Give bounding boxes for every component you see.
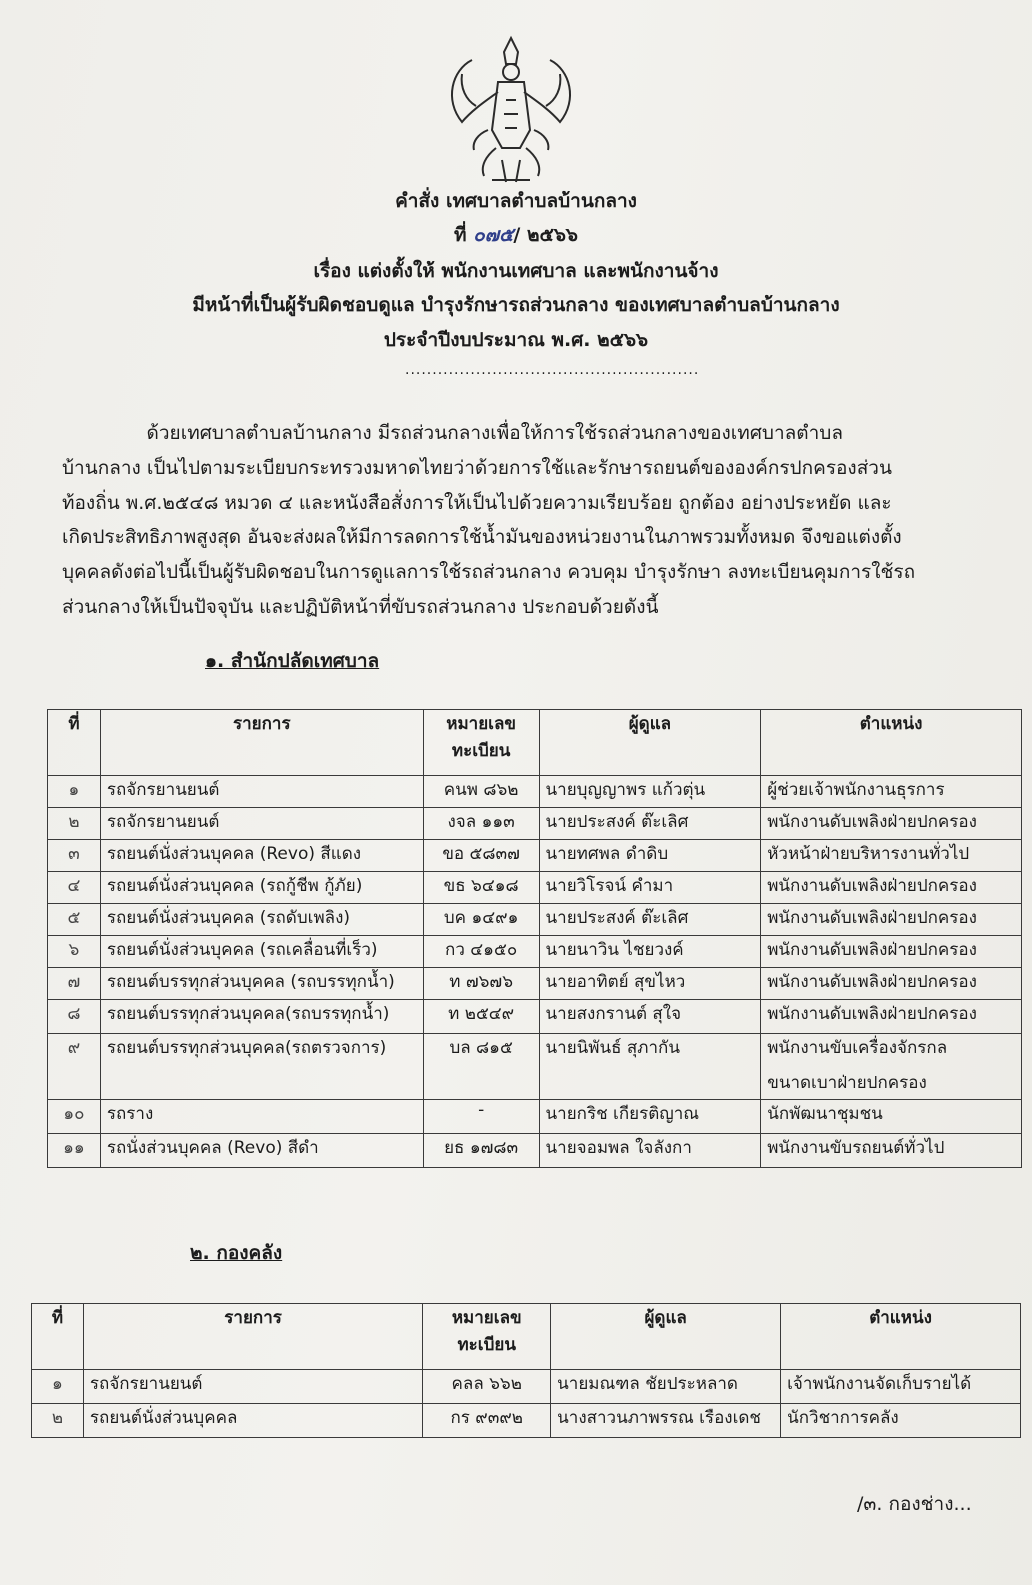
table-row [48,1034,1022,1100]
row-position: ผู้ช่วยเจ้าพนักงานธุรการ [761,776,1022,808]
col-caretaker-header: ผู้ดูแล [539,710,761,776]
row-item: รถยนต์นั่งส่วนบุคคล (รถกู้ชีพ กู้ภัย) [100,872,423,904]
row-reg: ยธ ๑๗๘๓ [423,1134,539,1168]
row-reg: บค ๑๔๙๑ [423,904,539,936]
table-header-row [32,1304,1021,1370]
row-item: รถจักรยานยนต์ [83,1370,422,1404]
row-item: รถยนต์นั่งส่วนบุคคล (Revo) สีแดง [100,840,423,872]
row-position: นักวิชาการคลัง [781,1404,1021,1438]
section1-table [47,709,1022,1168]
table-row [48,872,1022,904]
row-item: รถยนต์นั่งส่วนบุคคล [83,1404,422,1438]
row-item: รถนั่งส่วนบุคคล (Revo) สีดำ [100,1134,423,1168]
row-no: ๘ [48,1000,101,1034]
row-no: ๑ [32,1370,84,1404]
row-person: นายจอมพล ใจลังกา [539,1134,761,1168]
col-reg-header-line1: หมายเลข [446,714,517,734]
col-reg-header-line1: หมายเลข [451,1308,522,1328]
row-item: รถยนต์บรรทุกส่วนบุคคล(รถบรรทุกน้ำ) [100,1000,423,1034]
section2-table [31,1303,1021,1438]
next-page-continuation: /๓. กองช่าง... [857,1493,972,1515]
order-number-handwritten: ๐๗๕ [473,224,514,246]
order-subject-line2: มีหน้าที่เป็นผู้รับผิดชอบดูแล บำรุงรักษารถส่วนกลาง ของเทศบาลตำบลบ้านกลาง [192,294,840,316]
table-row [32,1404,1021,1438]
row-reg: ขอ ๕๘๓๗ [423,840,539,872]
row-person: นายนาวิน ไชยวงค์ [539,936,761,968]
col-caretaker-header: ผู้ดูแล [551,1304,781,1370]
col-item-header: รายการ [83,1304,422,1370]
col-reg-header [423,1304,551,1370]
order-number [0,220,1032,250]
row-no: ๙ [48,1034,101,1100]
row-item: รถจักรยานยนต์ [100,776,423,808]
section2-heading: ๒. กองคลัง [190,1242,283,1264]
row-position: พนักงานดับเพลิงฝ่ายปกครอง [761,968,1022,1000]
row-person: นายบุญญาพร แก้วตุ่น [539,776,761,808]
order-number-prefix: ที่ [454,224,474,246]
row-position: หัวหน้าฝ่ายบริหารงานทั่วไป [761,840,1022,872]
order-title: คำสั่ง เทศบาลตำบลบ้านกลาง [395,190,637,212]
row-reg: ท ๗๖๗๖ [423,968,539,1000]
order-number-year: / ๒๕๖๖ [513,224,578,246]
row-person: นายกริช เกียรติญาณ [539,1100,761,1134]
body-line: ส่วนกลางให้เป็นปัจจุบัน และปฏิบัติหน้าที่ขับรถส่วนกลาง ประกอบด้วยดังนี้ [62,595,659,618]
row-no: ๔ [48,872,101,904]
col-no-header: ที่ [48,710,101,776]
row-person: นายทศพล ดำดิบ [539,840,761,872]
row-position-line2: ขนาดเบาฝ่ายปกครอง [767,1073,927,1093]
row-no: ๑ [48,776,101,808]
row-no: ๑๑ [48,1134,101,1168]
body-line: เกิดประสิทธิภาพสูงสุด อันจะส่งผลให้มีการลดการใช้น้ำมันของหน่วยงานในภาพรวมทั้งหมด จึงขอแต่งตั้ง [62,526,902,549]
row-item: รถยนต์บรรทุกส่วนบุคคล(รถตรวจการ) [100,1034,423,1100]
row-item: รถจักรยานยนต์ [100,808,423,840]
table-row [48,1100,1022,1134]
row-item: รถราง [100,1100,423,1134]
row-reg: กร ๙๓๙๒ [423,1404,551,1438]
col-no-header: ที่ [32,1304,84,1370]
row-no: ๕ [48,904,101,936]
row-position: พนักงานดับเพลิงฝ่ายปกครอง [761,904,1022,936]
row-reg: - [423,1100,539,1134]
row-item: รถยนต์นั่งส่วนบุคคล (รถเคลื่อนที่เร็ว) [100,936,423,968]
row-position: พนักงานดับเพลิงฝ่ายปกครอง [761,1000,1022,1034]
row-no: ๓ [48,840,101,872]
table-row [48,1000,1022,1034]
row-item: รถยนต์นั่งส่วนบุคคล (รถดับเพลิง) [100,904,423,936]
body-line: บุคคลดังต่อไปนี้เป็นผู้รับผิดชอบในการดูแลการใช้รถส่วนกลาง ควบคุม บำรุงรักษา ลงทะเบียนคุมการใช้รถ [62,561,916,584]
row-person: นางสาวนภาพรรณ เรืองเดช [551,1404,781,1438]
row-person: นายประสงค์ ต๊ะเลิศ [539,808,761,840]
table-header-row [48,710,1022,776]
order-subject: เรื่อง แต่งตั้งให้ พนักงานเทศบาล และพนักงานจ้าง [313,260,719,282]
row-person: นายประสงค์ ต๊ะเลิศ [539,904,761,936]
row-position-line1: พนักงานขับเครื่องจักรกล [767,1038,948,1058]
row-position: นักพัฒนาชุมชน [761,1100,1022,1134]
col-reg-header-line2: ทะเบียน [451,741,511,761]
body-line: บ้านกลาง เป็นไปตามระเบียบกระทรวงมหาดไทยว่าด้วยการใช้และรักษารถยนต์ขององค์กรปกครองส่วน [62,456,892,479]
table-row [48,808,1022,840]
order-subject-line3: ประจำปีงบประมาณ พ.ศ. ๒๕๖๖ [383,329,649,351]
table-row [48,936,1022,968]
row-no: ๒ [48,808,101,840]
row-reg: คลล ๖๖๒ [423,1370,551,1404]
col-reg-header-line2: ทะเบียน [457,1335,516,1355]
row-reg: บล ๘๑๕ [423,1034,539,1100]
table-row [48,1134,1022,1168]
col-item-header: รายการ [100,710,423,776]
row-person: นายสงกรานต์ สุใจ [539,1000,761,1034]
row-reg: ขธ ๖๔๑๘ [423,872,539,904]
section1-heading: ๑. สำนักปลัดเทศบาล [205,650,380,672]
row-reg: กว ๔๑๕๐ [423,936,539,968]
row-reg: ท ๒๕๔๙ [423,1000,539,1034]
row-position: พนักงานดับเพลิงฝ่ายปกครอง [761,872,1022,904]
row-position: พนักงานขับรถยนต์ทั่วไป [761,1134,1022,1168]
table-row [32,1370,1021,1404]
col-position-header: ตำแหน่ง [781,1304,1021,1370]
row-no: ๒ [32,1404,84,1438]
row-position: พนักงานดับเพลิงฝ่ายปกครอง [761,808,1022,840]
garuda-emblem-icon [432,30,590,188]
row-reg: งจล ๑๑๓ [423,808,539,840]
row-person: นายนิพันธ์ สุภากัน [539,1034,761,1100]
body-line: ท้องถิ่น พ.ศ.๒๕๔๘ หมวด ๔ และหนังสือสั่งการให้เป็นไปด้วยความเรียบร้อย ถูกต้อง อย่างประหยัด และ [62,491,892,514]
body-paragraph [62,416,970,625]
table-row [48,776,1022,808]
row-no: ๗ [48,968,101,1000]
table-row [48,840,1022,872]
row-item: รถยนต์บรรทุกส่วนบุคคล (รถบรรทุกน้ำ) [100,968,423,1000]
row-reg: คนพ ๘๖๒ [423,776,539,808]
table-row [48,968,1022,1000]
col-reg-header [423,710,539,776]
row-person: นายมณฑล ชัยประหลาด [551,1370,781,1404]
row-position [761,1034,1022,1100]
body-line: ด้วยเทศบาลตำบลบ้านกลาง มีรถส่วนกลางเพื่อให้การใช้รถส่วนกลางของเทศบาลตำบล [62,422,843,444]
col-position-header: ตำแหน่ง [761,710,1022,776]
row-position: พนักงานดับเพลิงฝ่ายปกครอง [761,936,1022,968]
row-position: เจ้าพนักงานจัดเก็บรายได้ [781,1370,1021,1404]
row-person: นายอาทิตย์ สุขไหว [539,968,761,1000]
table-row [48,904,1022,936]
row-person: นายวิโรจน์ คำมา [539,872,761,904]
row-no: ๑๐ [48,1100,101,1134]
row-no: ๖ [48,936,101,968]
dotted-separator: ...................................................... [405,362,700,378]
